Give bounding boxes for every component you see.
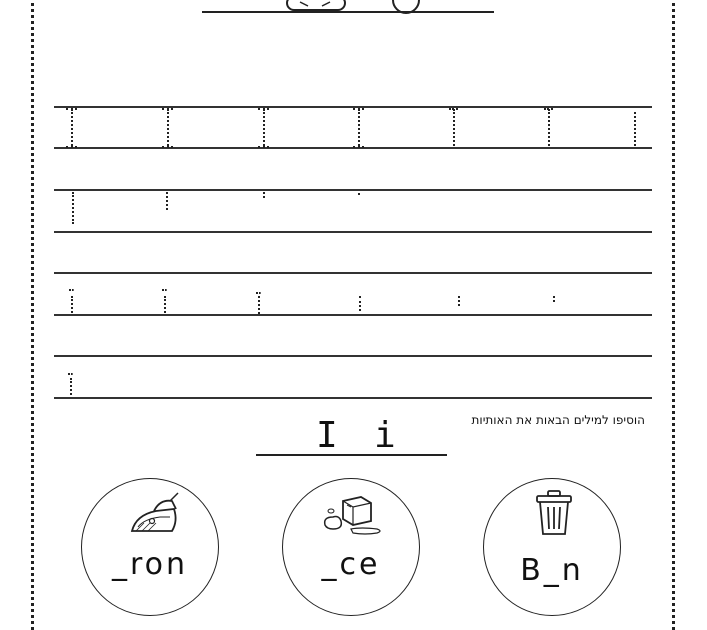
instruction-text: הוסיפו למילים הבאות את האותיות bbox=[471, 413, 645, 427]
guide-line bbox=[54, 314, 652, 316]
target-letters bbox=[256, 416, 447, 456]
iron-icon bbox=[126, 491, 182, 537]
ice-cube-icon bbox=[321, 489, 385, 537]
title-underline bbox=[202, 11, 494, 13]
lowercase-letter: i bbox=[374, 415, 396, 456]
guide-line bbox=[54, 355, 652, 357]
clipped-top-illustration bbox=[0, 0, 707, 16]
guide-line bbox=[54, 272, 652, 274]
word-bin: B_n bbox=[520, 553, 584, 588]
word-iron: _ron bbox=[111, 547, 189, 582]
guide-line bbox=[54, 231, 652, 233]
word-card-bin bbox=[483, 478, 621, 616]
guide-line bbox=[54, 189, 652, 191]
word-ice: _ce bbox=[321, 547, 381, 582]
word-card-ice bbox=[282, 478, 420, 616]
trash-bin-icon bbox=[534, 489, 574, 537]
guide-line bbox=[54, 397, 652, 399]
word-card-iron bbox=[81, 478, 219, 616]
uppercase-letter: I bbox=[316, 415, 338, 456]
